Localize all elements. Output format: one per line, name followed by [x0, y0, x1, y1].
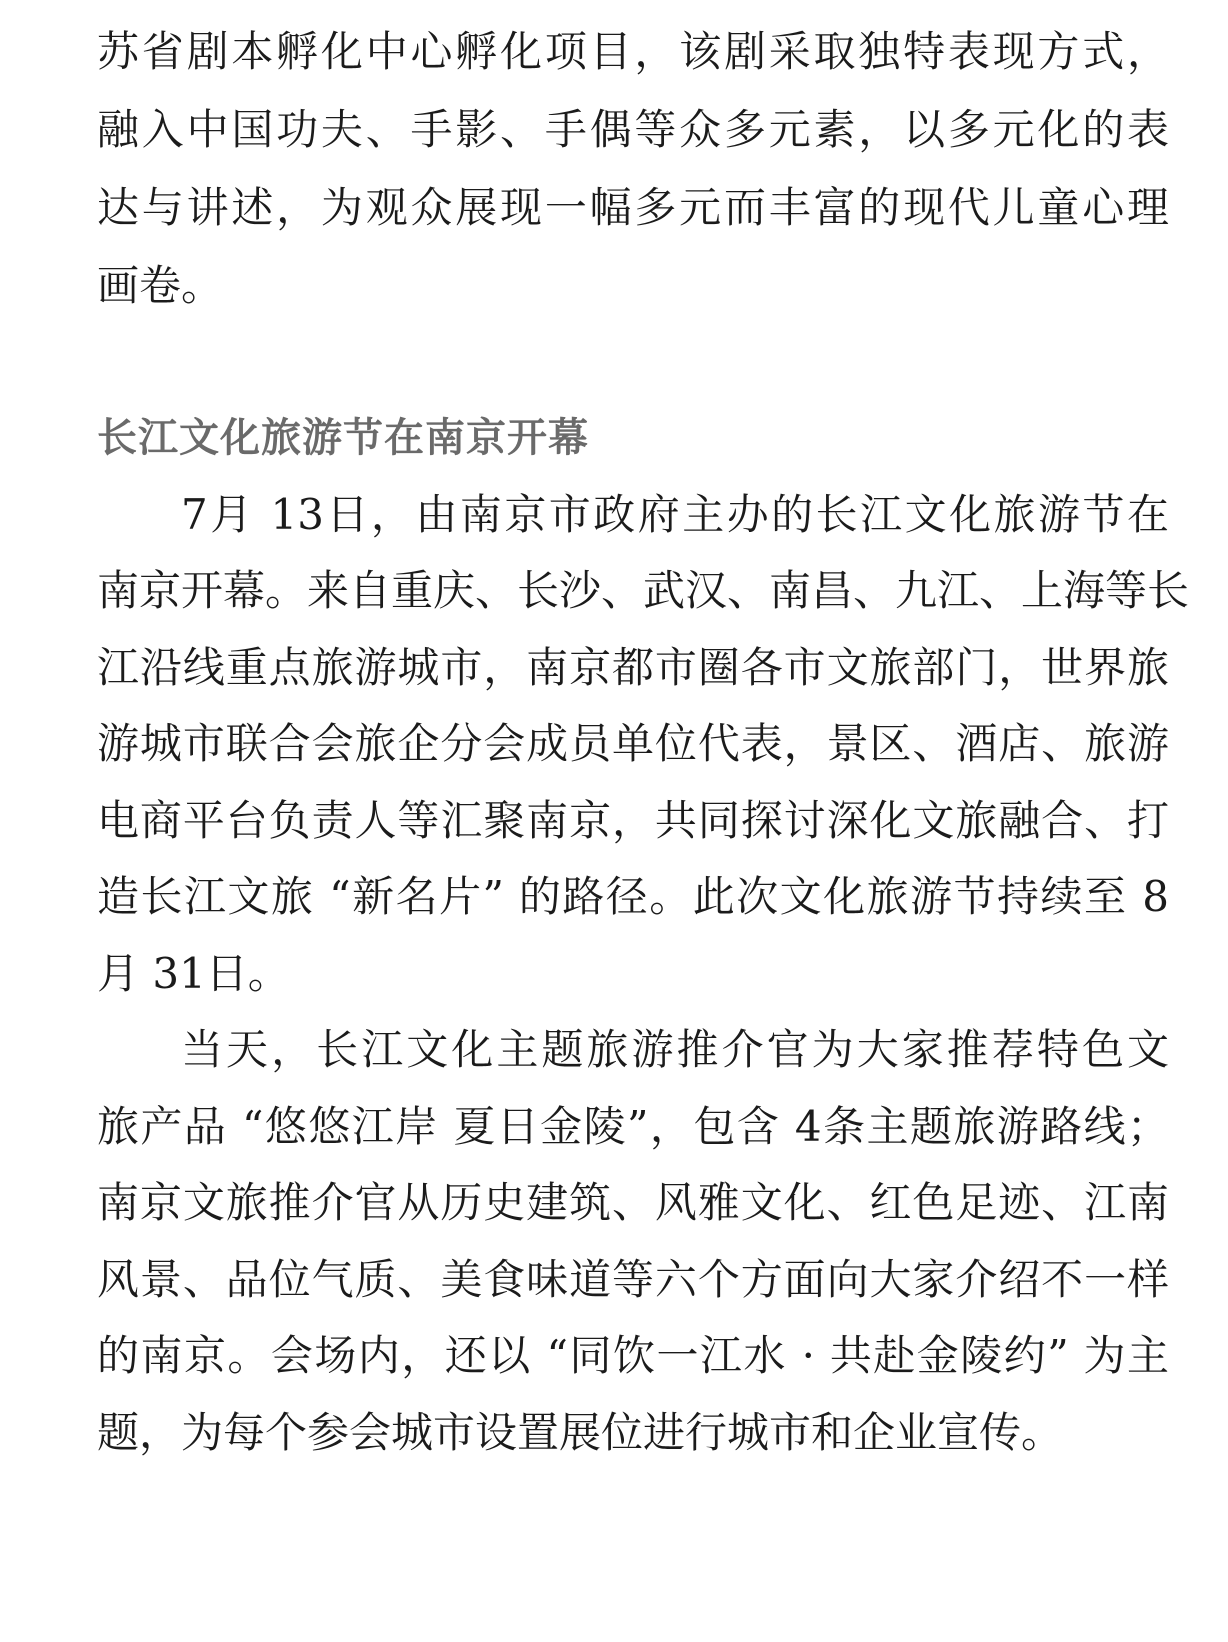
text-line: 南京文旅推介官从历史建筑、风雅文化、红色足迹、江南 [97, 1178, 1169, 1227]
text-line: 月 31日。 [97, 949, 290, 998]
text-line: 游城市联合会旅企分会成员单位代表，景区、酒店、旅游 [97, 719, 1169, 768]
text-line: 当天，长江文化主题旅游推介官为大家推荐特色文 [181, 1025, 1169, 1074]
text-line: 江沿线重点旅游城市，南京都市圈各市文旅部门，世界旅 [97, 643, 1169, 692]
text-line: 达与讲述，为观众展现一幅多元而丰富的现代儿童心理 [97, 183, 1169, 232]
text-line: 电商平台负责人等汇聚南京，共同探讨深化文旅融合、打 [97, 796, 1169, 845]
text-line: 造长江文旅 “新名片” 的路径。此次文化旅游节持续至 8 [97, 872, 1169, 921]
text-line: 南京开幕。来自重庆、长沙、武汉、南昌、九江、上海等长 [97, 566, 1190, 615]
article-heading: 长江文化旅游节在南京开幕 [97, 415, 589, 461]
text-line: 画卷。 [97, 261, 224, 310]
text-line: 旅产品 “悠悠江岸 夏日金陵”，包含 4条主题旅游路线； [97, 1102, 1169, 1151]
text-line: 苏省剧本孵化中心孵化项目，该剧采取独特表现方式， [97, 27, 1169, 76]
text-line: 融入中国功夫、手影、手偶等众多元素，以多元化的表 [97, 105, 1169, 154]
text-line: 风景、品位气质、美食味道等六个方面向大家介绍不一样 [97, 1255, 1169, 1304]
text-line: 的南京。会场内，还以 “同饮一江水 · 共赴金陵约” 为主 [97, 1331, 1169, 1380]
text-line: 题，为每个参会城市设置展位进行城市和企业宣传。 [97, 1408, 1064, 1457]
text-line: 7月 13日，由南京市政府主办的长江文化旅游节在 [181, 490, 1169, 539]
